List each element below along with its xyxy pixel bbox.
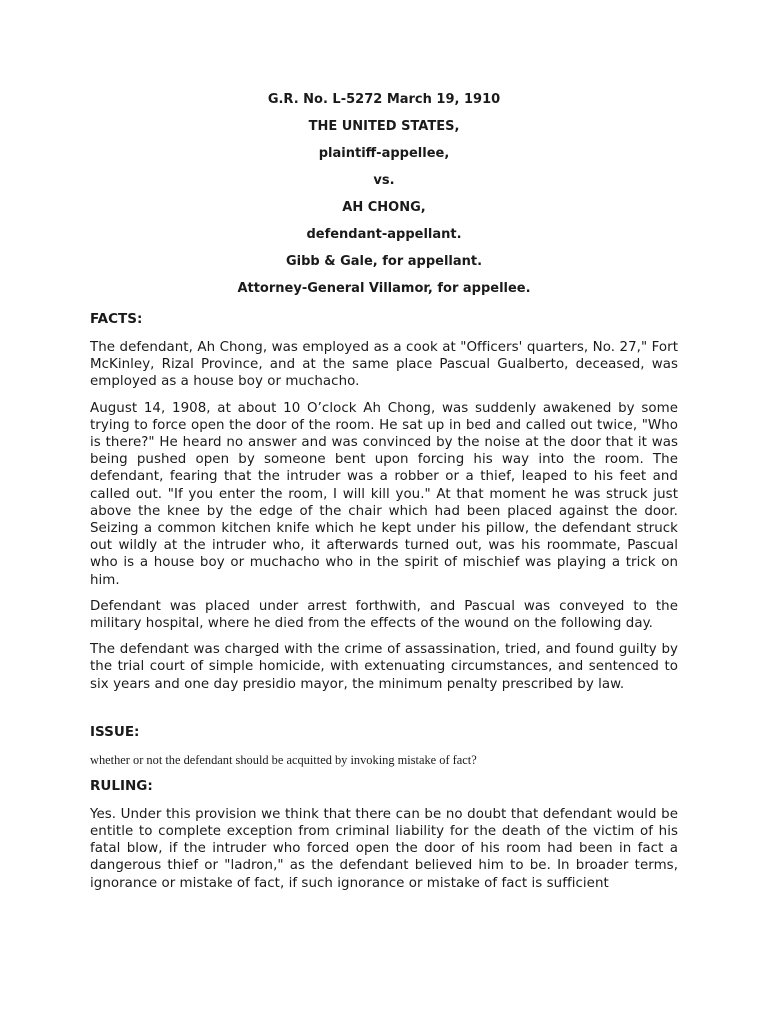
ruling-heading: RULING:: [90, 777, 153, 794]
facts-paragraph: The defendant was charged with the crime of assassination, tried, and found guilty by the trial court of simple homicide, with extenuating circumstances, and sentenced to six years and one day presidio mayor, the minimum penalty prescribed by law.: [90, 642, 678, 692]
counsel-appellee: Attorney-General Villamor, for appellee.: [237, 281, 531, 296]
defendant-role: defendant-appellant.: [306, 227, 462, 242]
issue-text: whether or not the defendant should be acquitted by invoking mistake of fact?: [90, 752, 477, 767]
counsel-appellant: Gibb & Gale, for appellant.: [285, 254, 483, 269]
ruling-text: Yes. Under this provision we think that there can be no doubt that defendant would be entitle to complete exception from criminal liability for the death of the victim of his fatal blow, if the intruder who forced open the door of his room had been in fact a dangerous thief or "ladron," as the defendant believed him to be. In broader terms, ignorance or mistake of fact, if such ignorance or mistake of fact is sufficient: [90, 806, 678, 891]
section-spacer: [90, 702, 678, 724]
case-number: G.R. No. L-5272 March 19, 1910: [267, 92, 501, 107]
facts-paragraph: August 14, 1908, at about 10 O’clock Ah Chong, was suddenly awakened by some trying to force open the door of the room. He sat up in bed and called out twice, "Who is there?" He heard no answer and was convinced by the noise at the door that it was being pushed open by someone bent upon forcing his way into the room. The defendant, fearing that the intruder was a robber or a thief, leaped to his feet and called out. "If you enter the room, I will kill you." At that moment he was struck just above the knee by the edge of the chair which had been placed against the door. Seizing a common kitchen knife which he kept under his pillow, the defendant struck out wildly at the intruder who, it afterwards turned out, was his roommate, Pascual who is a house boy or muchacho who in the spirit of mischief was playing a trick on him.: [90, 400, 678, 588]
document-page: [90, 92, 678, 892]
facts-heading: FACTS:: [90, 311, 143, 327]
versus: vs.: [373, 173, 395, 188]
facts-paragraph: The defendant, Ah Chong, was employed as a cook at "Officers' quarters, No. 27," Fort McKinley, Rizal Province, and at the same place Pascual Gualberto, deceased, was employed as a house boy or muchacho.: [90, 340, 678, 390]
plaintiff-role: plaintiff-appellee,: [318, 146, 450, 161]
plaintiff-name: THE UNITED STATES,: [308, 119, 460, 134]
defendant-name: AH CHONG,: [342, 200, 426, 215]
facts-paragraph: Defendant was placed under arrest forthwith, and Pascual was conveyed to the military hospital, where he died from the effects of the wound on the following day.: [90, 598, 678, 632]
issue-heading: ISSUE:: [90, 723, 140, 740]
